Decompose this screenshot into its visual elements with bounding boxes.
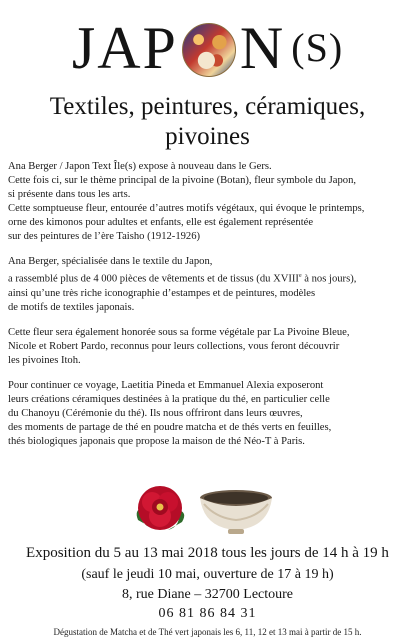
text-line: Cette fleur sera également honorée sous sa forme végétale par La Pivoine Bleue, — [8, 326, 350, 338]
body-text — [8, 160, 408, 460]
text-line — [8, 269, 408, 287]
kimono-fabric-circle-image — [182, 23, 236, 77]
exhibition-dates: Exposition du 5 au 13 mai 2018 tous les jours de 14 h à 19 h — [26, 545, 389, 561]
text-line: de motifs de textiles japonais. — [8, 301, 135, 313]
paragraph-pivoine — [8, 326, 408, 368]
text-line: orne des kimonos pour adultes et enfants, elle est également représentée — [8, 217, 314, 228]
text-line: leurs créations céramiques destinées à la pratique du thé, en particulier celle — [8, 393, 330, 405]
opening-exception: (sauf le jeudi 10 mai, ouverture de 17 à 19 h) — [81, 567, 334, 582]
red-peony-image — [132, 480, 188, 538]
text-line: du Chanoyu (Cérémonie du thé). Ils nous offriront dans leurs œuvres, — [8, 407, 303, 419]
tea-bowl-image — [196, 488, 276, 538]
title-suffix: (S) — [291, 25, 344, 70]
text-line: Ana Berger, spécialisée dans le textile du Japon, — [8, 256, 213, 267]
title-right-letters: N — [239, 15, 286, 81]
text-line: Nicole et Robert Pardo, reconnus pour leurs collections, vous feront découvrir — [8, 340, 340, 352]
text-line: Pour continuer ce voyage, Laetitia Pineda et Emmanuel Alexia exposeront — [8, 379, 324, 391]
century-superscript: e — [298, 273, 302, 279]
address: 8, rue Diane – 32700 Lectoure — [121, 587, 294, 602]
text-segment: à nos jours), — [301, 273, 357, 285]
text-line: thés biologiques japonais que propose la maison de thé Néo-T à Paris. — [8, 435, 305, 447]
title-left-letters: JAP — [71, 15, 178, 81]
text-line: Cette fois ci, sur le thème principal de la pivoine (Botan), fleur symbole du Japon, — [8, 175, 357, 186]
paragraph-collection — [8, 255, 408, 315]
text-line: les pivoines Itoh. — [8, 354, 81, 366]
subtitle — [0, 92, 415, 152]
illustrations — [0, 480, 415, 544]
text-line: sur des peintures de l’ère Taisho (1912-1926) — [8, 231, 201, 242]
paragraph-intro — [8, 160, 408, 244]
tasting-note: Dégustation de Matcha et de Thé vert japonais les 6, 11, 12 et 13 mai à partir de 15 h. — [53, 627, 362, 637]
text-line: si présente dans tous les arts. — [8, 189, 131, 200]
subtitle-line-2: pivoines — [165, 123, 250, 150]
paragraph-ceramics — [8, 379, 408, 449]
phone-number: 06 81 86 84 31 — [158, 606, 257, 621]
text-segment: a rassemblé plus de 4 000 pièces de vêtements et de tissus (du XVIII — [8, 273, 299, 285]
text-line: ainsi qu’une très riche iconographie d’estampes et de peintures, modèles — [8, 287, 316, 299]
page-header — [0, 6, 415, 90]
text-line: des moments de partage de thé en poudre matcha et de thés verts en feuilles, — [8, 421, 332, 433]
page-title — [71, 15, 344, 81]
text-line: Cette somptueuse fleur, entourée d’autres motifs végétaux, qui évoque le printemps, — [8, 203, 365, 214]
subtitle-line-1: Textiles, peintures, céramiques, — [49, 93, 366, 120]
text-line: Ana Berger / Japon Text Île(s) expose à nouveau dans le Gers. — [8, 161, 272, 172]
